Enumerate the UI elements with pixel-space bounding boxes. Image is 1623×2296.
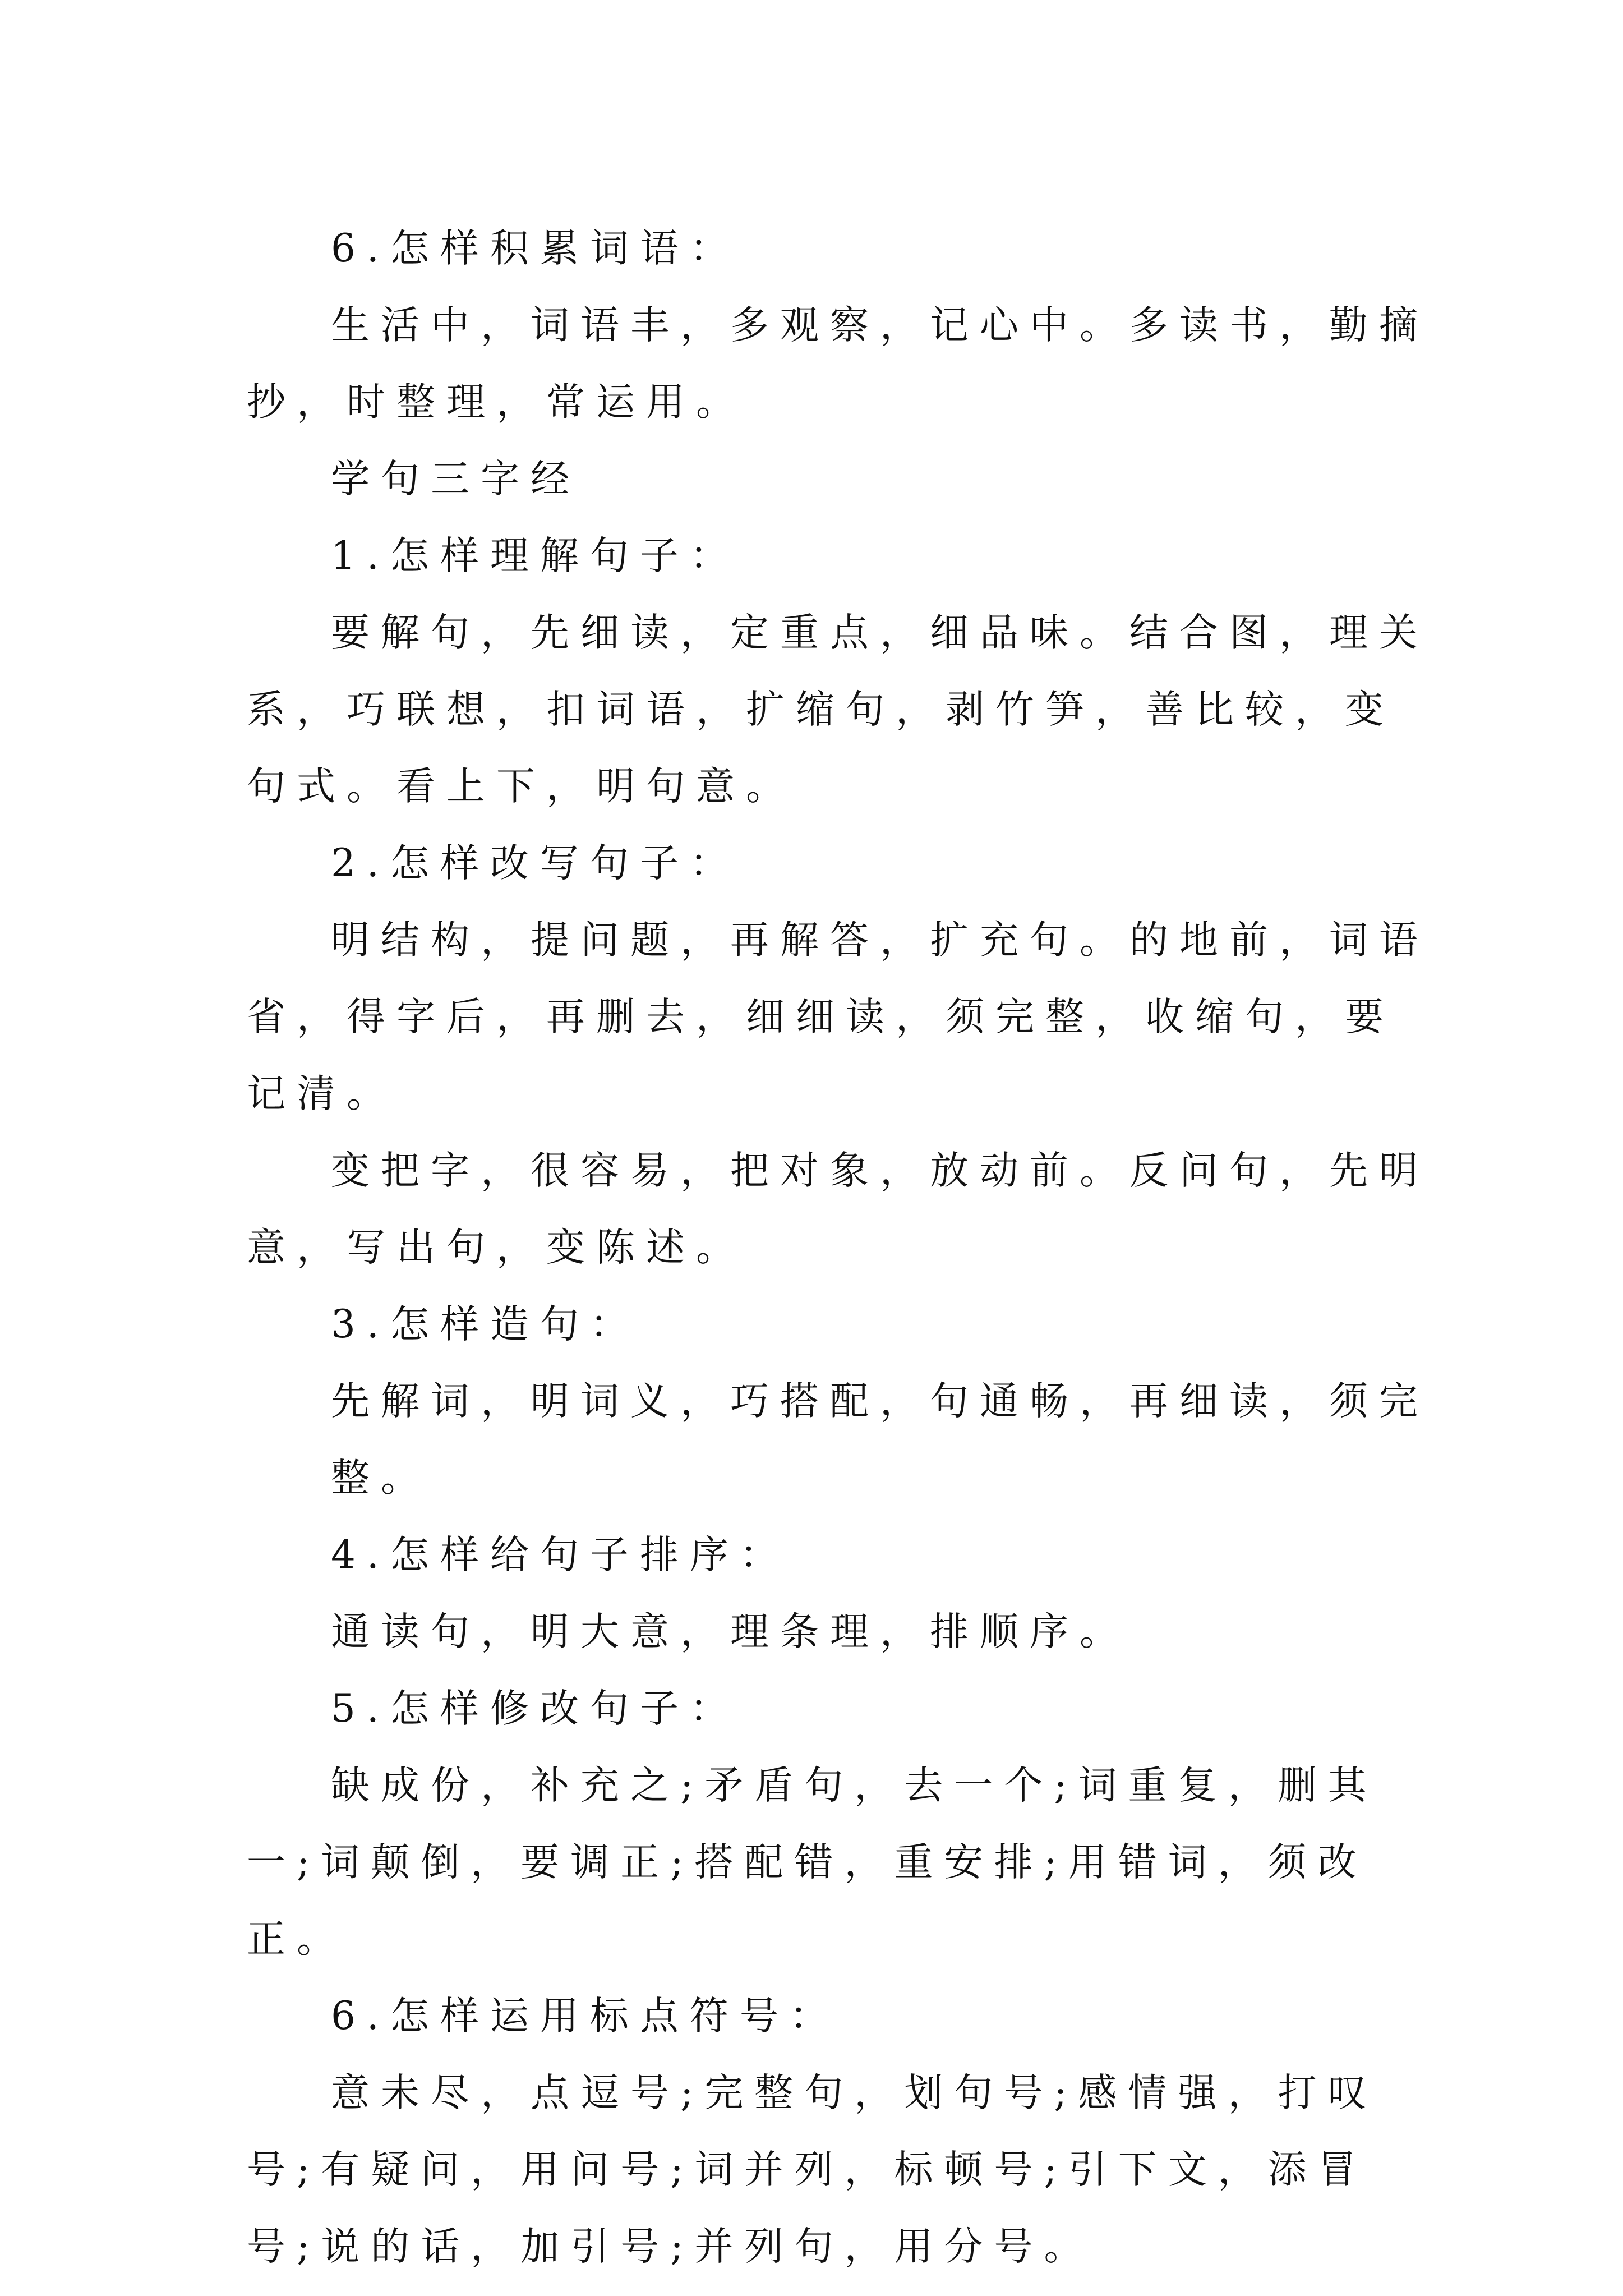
paragraph-understand-sentences: 要解句，先细读，定重点，细品味。结合图，理关系，巧联想，扣词语，扩缩句，剥竹笋，善比较，变句式。看上下，明句意。 [247,610,1429,809]
paragraph-revise-sentences: 缺成份，补充之;矛盾句，去一个;词重复，删其一;词颠倒，要调正;搭配错，重安排;用错词，须改正。 [247,1763,1378,1962]
paragraph-rewrite-sentences-1: 明结构，提问题，再解答，扩充句。的地前，词语省，得字后，再删去，细细读，须完整，收缩句，要记清。 [247,918,1429,1116]
paragraph-accumulate-words: 生活中，词语丰，多观察，记心中。多读书，勤摘抄，时整理，常运用。 [247,303,1429,425]
paragraph-make-sentences: 先解词，明词义，巧搭配，句通畅，再细读，须完整。 [331,1379,1429,1501]
heading-punctuation: 6.怎样运用标点符号： [331,1994,840,2039]
section-title-sentence-rhyme: 学句三字经 [331,457,580,501]
paragraph-rewrite-sentences-2: 变把字，很容易，把对象，放动前。反问句，先明意，写出句，变陈述。 [247,1148,1429,1270]
paragraph-order-sentences: 通读句，明大意，理条理，排顺序。 [331,1609,1129,1654]
heading-understand-sentences: 1.怎样理解句子： [331,533,740,578]
heading-rewrite-sentences: 2.怎样改写句子： [331,841,740,886]
document-page [247,210,1436,2285]
heading-order-sentences: 4.怎样给句子排序： [331,1533,790,1577]
heading-revise-sentences: 5.怎样修改句子： [331,1686,740,1731]
heading-make-sentences: 3.怎样造句： [331,1302,640,1347]
heading-accumulate-words: 6.怎样积累词语： [331,226,740,271]
paragraph-punctuation: 意未尽，点逗号;完整句，划句号;感情强，打叹号;有疑问，用问号;词并列，标顿号;引下文，添冒号;说的话，加引号;并列句，用分号。 [247,2070,1378,2269]
